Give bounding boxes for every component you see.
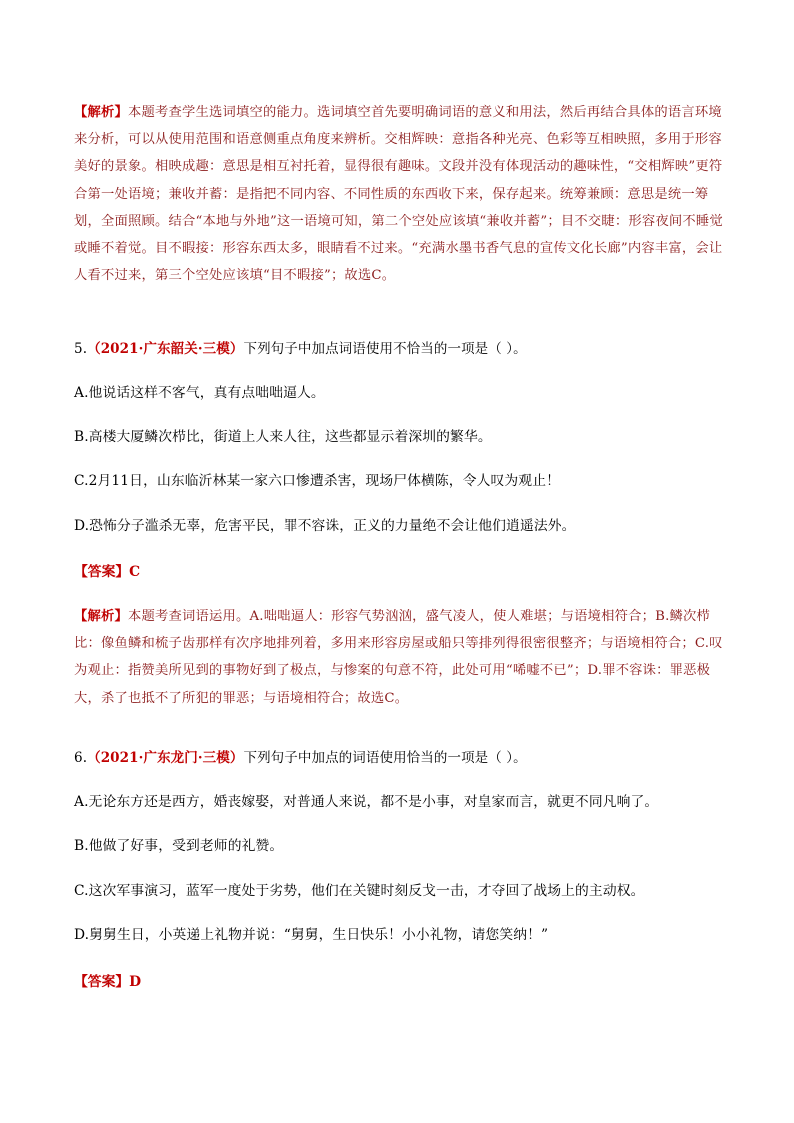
analysis-text: 本题考查学生选词填空的能力。选词填空首先要明确词语的意义和用法，然后再结合具体的语言环境来分析，可以从使用范围和语意侧重点角度来辨析。交相辉映：意指各种光亮、色彩等互相映照，多用于形容美好的景象。相映成趣：意思是相互衬托着，显得很有趣味。文段并没有体现活动的趣味性，“交相辉映”更符合第一处语境；兼收并蓄：是指把不同内容、不同性质的东西收下来，保存起来。统筹兼顾：意思是统一筹划，全面照顾。结合“本地与外地”这一语境可知，第二个空处应该填“兼收并蓄”；目不交睫：形容夜间不睡觉或睡不着觉。目不暇接：形容东西太多，眼睛看不过来。“充满水墨书香气息的宣传文化长廊”内容丰富，会让人看不过来，第三个空处应该填“目不暇接”；故选C。: [74, 105, 723, 284]
question-6-answer: 【答案】D: [74, 974, 142, 990]
question-5-option-d: D.恐怖分子滥杀无辜，危害平民，罪不容诛，正义的力量绝不会让他们逍遥法外。: [74, 518, 576, 534]
analysis-tag: 【解析】: [74, 105, 128, 120]
question-source: （2021·广东龙门·三模）: [87, 750, 244, 766]
analysis-paragraph-1: [74, 99, 726, 289]
question-number: 6.: [74, 750, 88, 766]
question-6-option-c: C.这次军事演习，蓝军一度处于劣势，他们在关键时刻反戈一击，才夺回了战场上的主动权。: [74, 883, 645, 899]
question-text: 下列句子中加点的词语使用恰当的一项是（ ）。: [243, 750, 527, 766]
question-5-option-a: A.他说话这样不客气，真有点咄咄逼人。: [74, 385, 325, 401]
question-6-option-a: A.无论东方还是西方，婚丧嫁娶，对普通人来说，都不是小事，对皇家而言，就更不同凡响了。: [74, 794, 659, 810]
question-6-option-b: B.他做了好事，受到老师的礼赞。: [74, 838, 284, 854]
question-6-stem: [74, 748, 726, 768]
analysis-paragraph-2: [74, 603, 726, 712]
question-5-option-b: B.高楼大厦鳞次栉比，街道上人来人往，这些都显示着深圳的繁华。: [74, 429, 492, 445]
analysis-text: 本题考查词语运用。A.咄咄逼人：形容气势汹汹，盛气凌人，使人难堪；与语境相符合；B.鳞次栉比：像鱼鳞和梳子齿那样有次序地排列着，多用来形容房屋或船只等排列得很密很整齐；与语境相符合；C.叹为观止：指赞美所见到的事物好到了极点，与惨案的句意不符，此处可用“唏嘘不已”；D.罪不容诛：罪恶极大，杀了也抵不了所犯的罪恶；与语境相符合；故选C。: [74, 609, 723, 706]
question-6-option-d: D.舅舅生日，小英递上礼物并说：“舅舅，生日快乐！小小礼物，请您笑纳！”: [74, 927, 549, 943]
question-number: 5.: [74, 341, 88, 357]
analysis-tag: 【解析】: [74, 609, 128, 624]
question-5-stem: [74, 339, 726, 359]
question-5-option-c: C.2月11日，山东临沂林某一家六口惨遭杀害，现场尸体横陈，令人叹为观止！: [74, 473, 560, 489]
question-text: 下列句子中加点词语使用不恰当的一项是（ ）。: [243, 341, 527, 357]
question-source: （2021·广东韶关·三模）: [87, 341, 244, 357]
question-5-answer: 【答案】C: [74, 564, 141, 580]
